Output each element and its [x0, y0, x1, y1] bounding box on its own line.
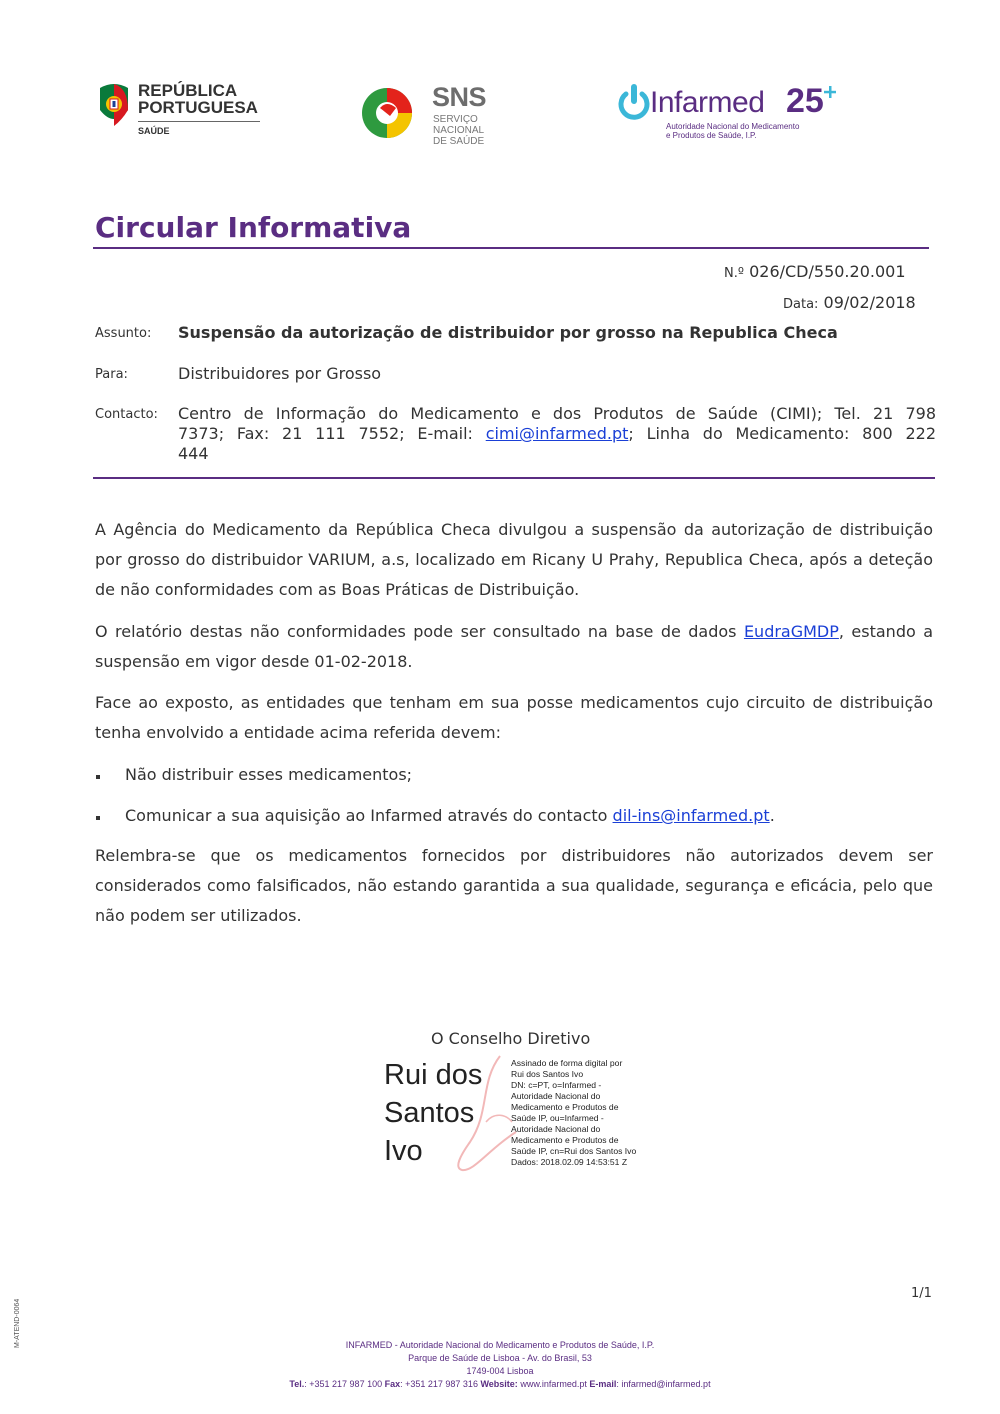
eudragmdp-link[interactable]: EudraGMDP — [743, 622, 839, 641]
sns-title: SNS — [432, 82, 487, 112]
plus-icon — [824, 86, 836, 98]
paragraph-1-text: A Agência do Medicamento da República Checa divulgou a suspensão da autorização de distribuição por grosso do distribuidor VARIUM, a.s, localizado em Ricany U Prahy, Republica Checa, após a deteção de não conformidades com as Boas Práticas de Distribuição. — [95, 520, 933, 599]
sns-sub1: SERVIÇO NACIONAL — [433, 114, 485, 136]
paragraph-1 — [95, 515, 933, 605]
bullet-2-post: . — [769, 806, 775, 825]
footer-email[interactable]: : infarmed@infarmed.pt — [616, 1379, 711, 1389]
date-label: Data: — [783, 297, 819, 312]
footer-web-label: Website: — [480, 1379, 518, 1389]
bullet-icon — [96, 775, 100, 779]
header-rule — [93, 477, 935, 479]
signatory-name-line3: Ivo — [384, 1135, 423, 1167]
paragraph-3-text: Face ao exposto, as entidades que tenham em sua posse medicamentos cujo circuito de distribuição tenha envolvido a entidade acima referida devem: — [95, 693, 933, 742]
circular-number — [724, 262, 906, 281]
signatory-name — [384, 1056, 504, 1170]
assunto-label: Assunto: — [95, 326, 152, 341]
bullet-item-1 — [95, 765, 695, 785]
paragraph-2-pre: O relatório destas não conformidades pode ser consultado na base de dados — [95, 622, 744, 641]
footer-line2: Parque de Saúde de Lisboa - Av. do Brasil, 53 — [408, 1353, 592, 1363]
date-value: 09/02/2018 — [823, 293, 916, 312]
footer-fax: : +351 217 987 316 — [400, 1379, 478, 1389]
infarmed-name: Infarmed — [650, 86, 765, 119]
coat-of-arms-icon — [96, 82, 132, 132]
sig-detail-line: Saúde IP, cn=Rui dos Santos Ivo — [511, 1146, 637, 1156]
bullet-1-text: Não distribuir esses medicamentos; — [125, 765, 413, 784]
contacto-line1: Centro de Informação do Medicamento e dos Produtos de Saúde (CIMI); Tel. 21 798 — [178, 404, 936, 423]
infarmed-sub2: e Produtos de Saúde, I.P. — [666, 131, 757, 140]
sig-detail-line: Medicamento e Produtos de — [511, 1135, 619, 1145]
paragraph-2 — [95, 617, 933, 677]
sig-detail-line: Saúde IP, ou=Infarmed - — [511, 1113, 604, 1123]
footer-fax-label: Fax — [384, 1379, 401, 1389]
sig-detail-line: Autoridade Nacional do — [511, 1091, 601, 1101]
para-value: Distribuidores por Grosso — [178, 364, 382, 383]
contacto-value — [178, 404, 936, 464]
number-label: N.º — [724, 266, 744, 281]
sig-detail-line: Rui dos Santos Ivo — [511, 1069, 584, 1079]
paragraph-4 — [95, 841, 933, 931]
footer-line1: INFARMED - Autoridade Nacional do Medicamento e Produtos de Saúde, I.P. — [345, 1340, 655, 1350]
rp-line2: PORTUGUESA — [138, 98, 258, 117]
paragraph-3 — [95, 688, 933, 748]
document-title: Circular Informativa — [95, 211, 412, 244]
footer-web[interactable]: www.infarmed.pt — [520, 1379, 587, 1389]
para-label: Para: — [95, 367, 128, 382]
title-rule — [93, 247, 929, 249]
rp-divider — [138, 121, 260, 122]
cimi-email-link[interactable]: cimi@infarmed.pt — [485, 424, 629, 443]
infarmed-power-icon — [618, 82, 650, 126]
digital-signature-details — [511, 1058, 641, 1168]
bullet-item-2 — [95, 806, 895, 826]
sig-detail-line: Dados: 2018.02.09 14:53:51 Z — [511, 1157, 628, 1167]
page-number: 1/1 — [911, 1286, 932, 1301]
signature-heading: O Conselho Diretivo — [431, 1029, 591, 1048]
footer-contacts — [0, 1379, 1000, 1389]
paragraph-4-text: Relembra-se que os medicamentos fornecidos por distribuidores não autorizados devem ser considerados como falsificados, não estando garantida a sua qualidade, segurança e eficácia, pelo que não podem ser utilizados. — [95, 846, 933, 925]
signatory-name-line1: Rui dos — [384, 1059, 483, 1091]
signatory-name-line2: Santos — [384, 1097, 475, 1129]
infarmed-25-badge: 25 — [786, 82, 824, 120]
paragraph-2-post: , estando a suspensão em vigor desde 01-02-2018. — [95, 622, 934, 671]
footer-line3: 1749-004 Lisboa — [466, 1366, 534, 1376]
footer-tel-label: Tel. — [289, 1379, 305, 1389]
bullet-2-pre: Comunicar a sua aquisição ao Infarmed através do contacto — [125, 806, 613, 825]
infarmed-sub1: Autoridade Nacional do Medicamento — [666, 122, 800, 131]
dil-ins-email-link[interactable]: dil-ins@infarmed.pt — [612, 806, 770, 825]
rp-sub: SAÚDE — [138, 126, 170, 136]
sns-sub2: DE SAÚDE — [433, 136, 485, 147]
contacto-label: Contacto: — [95, 407, 158, 422]
contacto-line2-pre: 7373; Fax: 21 111 7552; E-mail: — [178, 424, 486, 443]
footer-email-label: E-mail — [589, 1379, 617, 1389]
footer-tel: : +351 217 987 100 — [304, 1379, 383, 1389]
contacto-line2 — [178, 424, 936, 444]
sig-detail-line: Assinado de forma digital por — [511, 1058, 623, 1068]
sig-detail-line: DN: c=PT, o=Infarmed - — [511, 1080, 602, 1090]
sns-circle-icon — [360, 86, 414, 140]
sig-detail-line: Medicamento e Produtos de — [511, 1102, 619, 1112]
republica-portuguesa-logo — [96, 82, 266, 146]
number-value: 026/CD/550.20.001 — [749, 262, 906, 281]
form-code: M-ATEND-0064 — [14, 1298, 21, 1348]
sig-detail-line: Autoridade Nacional do — [511, 1124, 601, 1134]
rp-line1: REPÚBLICA — [138, 81, 238, 100]
infarmed-logo — [618, 82, 848, 146]
assunto-value: Suspensão da autorização de distribuidor por grosso na Republica Checa — [178, 323, 838, 342]
bullet-icon — [96, 816, 100, 820]
circular-date — [783, 293, 916, 312]
contacto-line2-post: ; Linha do Medicamento: 800 222 — [628, 424, 936, 443]
sns-logo — [360, 82, 530, 147]
contacto-line3: 444 — [178, 444, 209, 463]
